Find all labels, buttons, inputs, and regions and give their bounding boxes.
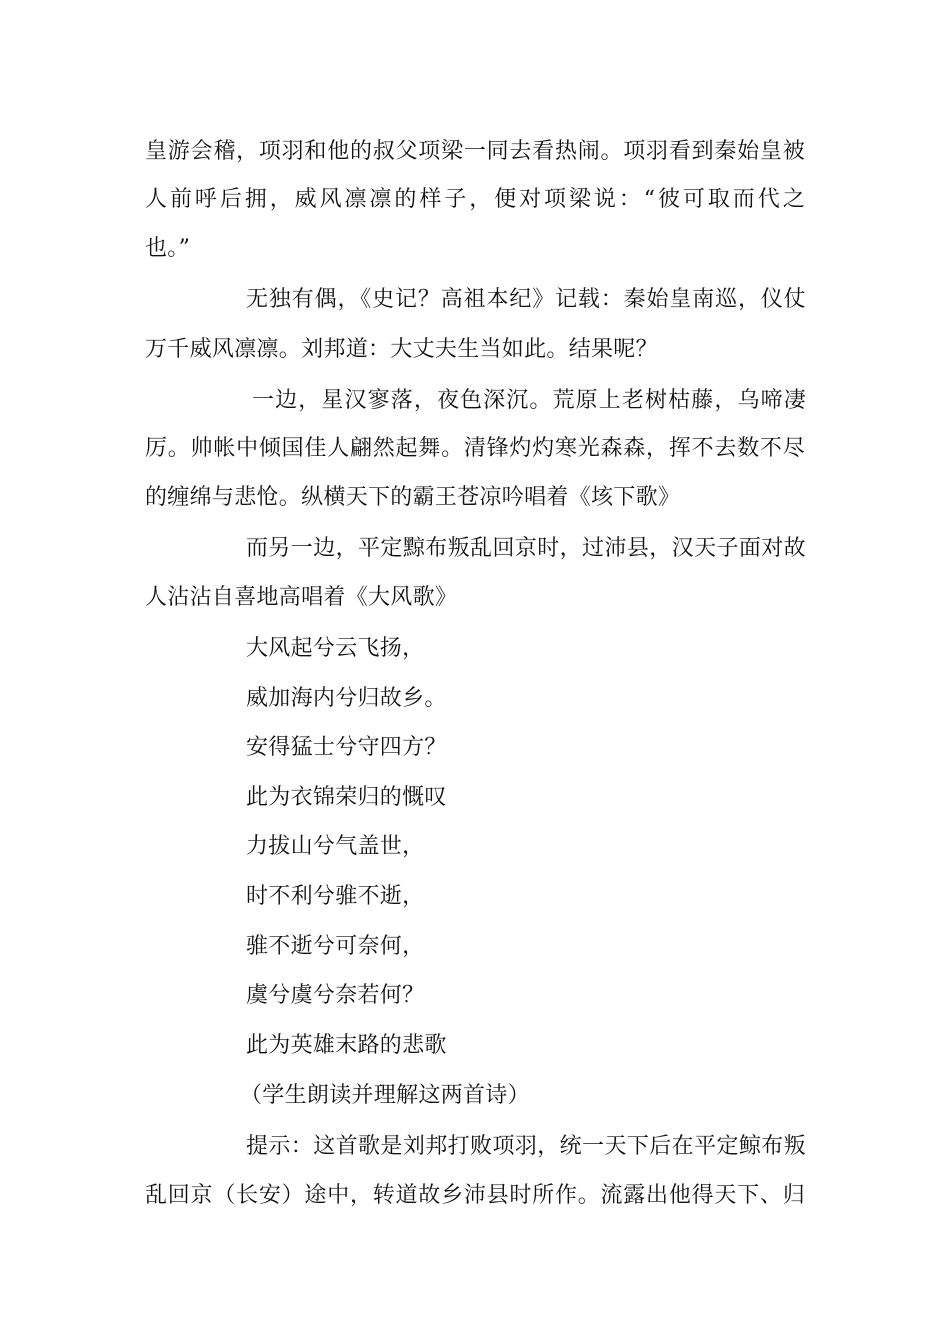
text-line: 厉。帅帐中倾国佳人翩然起舞。清锋灼灼寒光森森，挥不去数不尽 [145, 436, 805, 461]
text-line: 人沾沾自喜地高唱着《大风歌》 [145, 585, 458, 610]
poem-line: 骓不逝兮可奈何， [246, 934, 425, 959]
text-line: 也。” [145, 236, 191, 261]
text-line: 无独有偶，《史记？高祖本纪》记载：秦始皇南巡，仪仗 [246, 287, 806, 312]
poem-line: 时不利兮骓不逝， [246, 884, 425, 909]
poem-line: 此为英雄末路的悲歌 [246, 1033, 447, 1058]
text-line: 提示：这首歌是刘邦打败项羽，统一天下后在平定鲸布叛 [246, 1134, 806, 1159]
poem-line: 威加海内兮归故乡。 [246, 686, 447, 711]
text-line: 乱回京（长安）途中，转道故乡沛县时所作。流露出他得天下、归 [145, 1183, 805, 1208]
poem-line: 力拔山兮气盖世， [246, 834, 425, 859]
text-line: 皇游会稽，项羽和他的叔父项梁一同去看热闹。项羽看到秦始皇被 [145, 139, 805, 164]
poem-line: 虞兮虞兮奈若何？ [246, 983, 425, 1008]
note-line: （学生朗读并理解这两首诗） [240, 1083, 530, 1108]
poem-line: 此为衣锦荣归的慨叹 [246, 785, 447, 810]
text-line: 的缠绵与悲怆。纵横天下的霸王苍凉吟唱着《垓下歌》 [145, 485, 681, 510]
text-line: 一边，星汉寥落，夜色深沉。荒原上老树枯藤，乌啼凄 [252, 388, 806, 413]
text-line: 而另一边，平定黥布叛乱回京时，过沛县，汉天子面对故 [246, 536, 806, 561]
poem-line: 安得猛士兮守四方？ [246, 735, 447, 760]
poem-line: 大风起兮云飞扬， [246, 636, 425, 661]
text-line: 万千威风凛凛。刘邦道：大丈夫生当如此。结果呢？ [145, 337, 658, 362]
text-line: 人前呼后拥，威风凛凛的样子，便对项梁说：“彼可取而代之 [145, 187, 805, 212]
